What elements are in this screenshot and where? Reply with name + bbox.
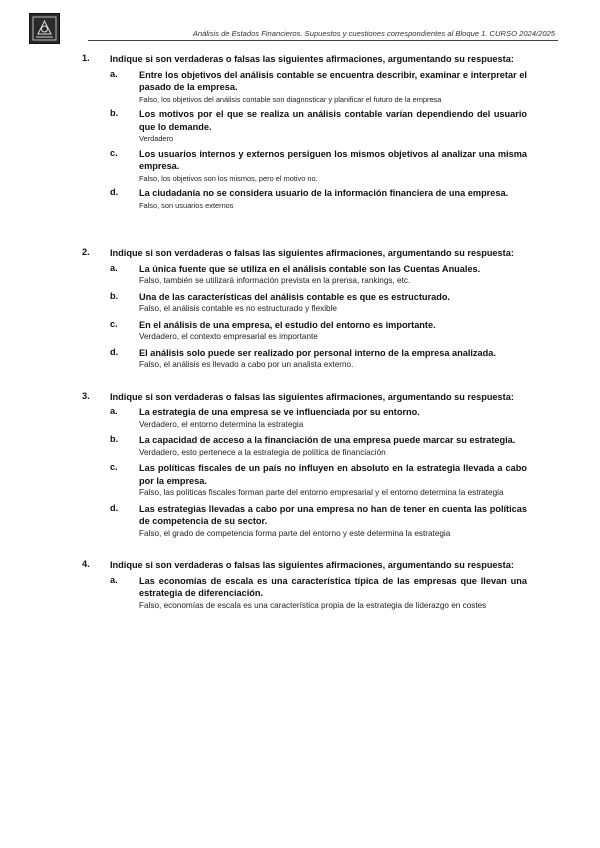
statement-text: Las estrategias llevadas a cabo por una empresa no han de tener en cuenta las políticas de competencia de su sector. xyxy=(139,503,527,526)
statement-item xyxy=(0,108,600,145)
statement-text: Las políticas fiscales de un país no influyen en absoluto en la estrategia llevada a cabo por la empresa. xyxy=(139,463,527,486)
question-text: Indique si son verdaderas o falsas las siguientes afirmaciones, argumentando su respuesta: xyxy=(110,54,514,64)
question-text: Indique si son verdaderas o falsas las siguientes afirmaciones, argumentando su respuesta: xyxy=(110,560,514,570)
statement-item xyxy=(0,187,600,211)
statement-letter: d. xyxy=(110,187,119,197)
statement-text: Entre los objetivos del análisis contable se encuentra describir, examinar e interpretar el pasado de la empresa. xyxy=(139,69,527,92)
statement-item xyxy=(0,406,600,431)
statement-text: Las economías de escala es una característica típica de las empresas que llevan una estrategia de diferenciación. xyxy=(139,575,527,598)
statement-answer: Falso, también se utilizará información prevista en la prensa, rankings, etc. xyxy=(139,276,411,285)
statement-text: La capacidad de acceso a la financiación de una empresa puede marcar su estrategia. xyxy=(139,435,516,445)
statement-item xyxy=(0,319,600,344)
statement-item xyxy=(0,69,600,106)
statement-text: La única fuente que se utiliza en el análisis contable son las Cuentas Anuales. xyxy=(139,263,481,274)
statement-item xyxy=(0,291,600,316)
statement-answer: Falso, son usuarios externos xyxy=(139,200,234,210)
statement-answer: Falso, los objetivos del análisis contable son diagnosticar y planificar el futuro de la empresa xyxy=(139,94,442,104)
statement-answer: Verdadero, esto pertenece a la estrategia de política de financiación xyxy=(139,447,386,457)
statement-answer: Falso, el análisis contable es no estructurado y flexible xyxy=(139,304,337,313)
statement-letter: a. xyxy=(110,574,118,585)
question-3 xyxy=(0,391,600,541)
question-number: 3. xyxy=(82,390,90,401)
statement-text: El análisis solo puede ser realizado por personal interno de la empresa analizada. xyxy=(139,347,496,358)
statement-letter: c. xyxy=(110,462,118,472)
statement-text: Los motivos por el que se realiza un análisis contable varían dependiendo del usuario que lo demande. xyxy=(139,109,527,132)
statement-letter: b. xyxy=(110,434,119,444)
header-divider xyxy=(88,40,558,41)
document-body xyxy=(0,53,600,631)
statement-item xyxy=(0,434,600,459)
question-text: Indique si son verdaderas o falsas las siguientes afirmaciones, argumentando su respuesta: xyxy=(110,391,514,402)
statement-answer: Falso, las políticas fiscales forman parte del entorno empresarial y el entorno determina la estrategia xyxy=(139,488,504,497)
statement-answer: Verdadero, el contexto empresarial es importante xyxy=(139,332,318,341)
statement-letter: d. xyxy=(110,502,119,513)
statement-text: En el análisis de una empresa, el estudio del entorno es importante. xyxy=(139,319,436,330)
question-4 xyxy=(0,559,600,612)
question-text: Indique si son verdaderas o falsas las siguientes afirmaciones, argumentando su respuesta: xyxy=(110,248,514,258)
statement-text: La estrategia de una empresa se ve influenciada por su entorno. xyxy=(139,407,420,417)
question-2 xyxy=(0,247,600,372)
statement-text: Una de las características del análisis contable es que es estructurado. xyxy=(139,291,450,302)
statement-answer: Verdadero, el entorno determina la estrategia xyxy=(139,419,304,429)
statement-letter: a. xyxy=(110,406,118,416)
question-1 xyxy=(0,53,600,211)
statement-item xyxy=(0,575,600,613)
statement-item xyxy=(0,347,600,372)
statement-answer: Falso, economías de escala es una característica propia de la estrategia de liderazgo en costes xyxy=(139,600,487,610)
statement-item xyxy=(0,503,600,541)
statement-item xyxy=(0,462,600,500)
statement-answer: Falso, el grado de competencia forma parte del entorno y este determina la estrategia xyxy=(139,528,451,538)
statement-item xyxy=(0,263,600,288)
statement-letter: c. xyxy=(110,318,118,329)
university-crest-icon xyxy=(29,13,60,44)
statement-letter: a. xyxy=(110,262,118,273)
question-number: 1. xyxy=(82,53,90,63)
statement-answer: Falso, el análisis es llevado a cabo por un analista externo. xyxy=(139,360,354,369)
statement-answer: Falso, los objetivos son los mismos, pero el motivo no. xyxy=(139,173,318,183)
statement-letter: a. xyxy=(110,68,118,79)
header-title: Análisis de Estados Financieros. Supuestos y cuestiones correspondientes al Bloque 1. CURSO 2024/2025 xyxy=(192,29,555,38)
statement-letter: b. xyxy=(110,290,119,301)
statement-text: La ciudadanía no se considera usuario de la información financiera de una empresa. xyxy=(139,188,509,198)
question-number: 2. xyxy=(82,247,90,257)
question-number: 4. xyxy=(82,559,90,569)
statement-text: Los usuarios internos y externos persiguen los mismos objetivos al analizar una misma empresa. xyxy=(139,148,527,171)
statement-answer: Verdadero xyxy=(139,134,174,143)
statement-letter: c. xyxy=(110,147,118,158)
statement-item xyxy=(0,148,600,185)
statement-letter: b. xyxy=(110,108,119,118)
statement-letter: d. xyxy=(110,346,119,357)
